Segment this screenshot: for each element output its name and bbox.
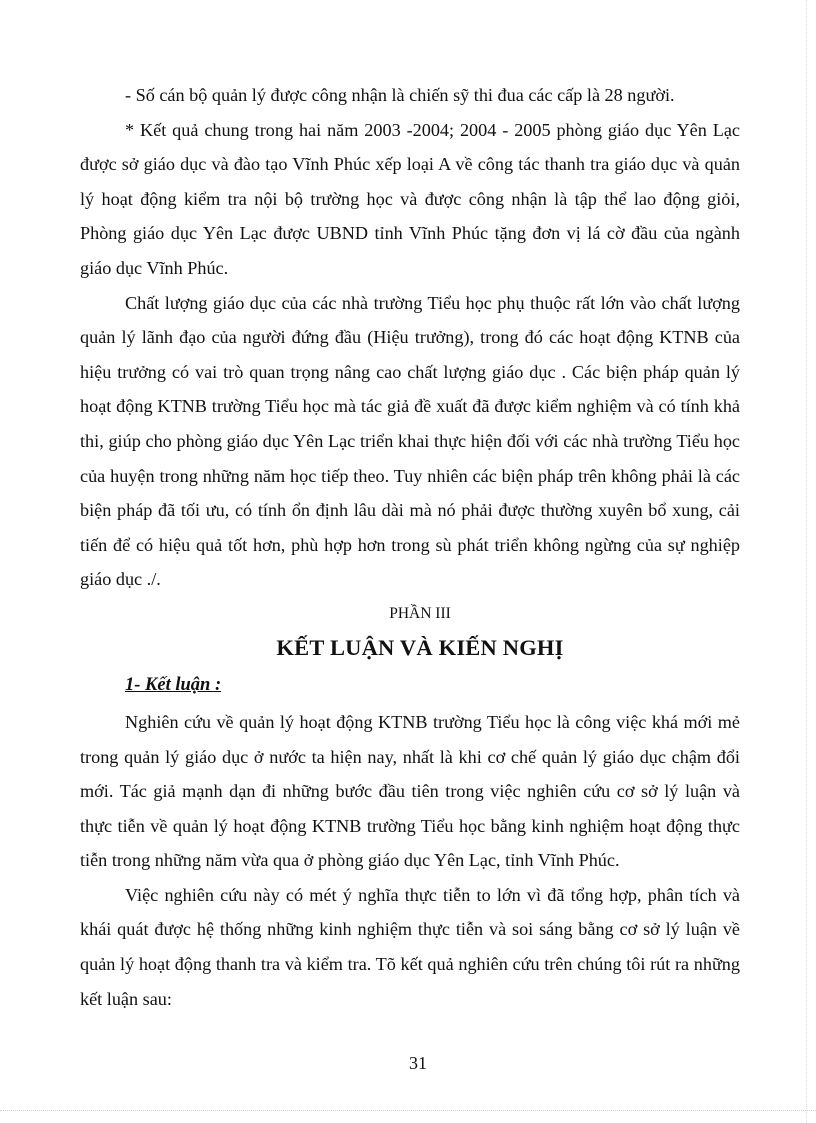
paragraph-research-summary: Nghiên cứu về quản lý hoạt động KTNB trường Tiểu học là công việc khá mới mẻ trong quản lý giáo dục ở nước ta hiện nay, nhất là khi cơ chế quản lý giáo dục chậm đổi mới. Tác giả mạnh dạn đi những bước đầu tiên trong việc nghiên cứu cơ sở lý luận và thực tiễn về quản lý hoạt động KTNB trường Tiểu học bằng kinh nghiệm hoạt động thực tiễn trong những năm vừa qua ở phòng giáo dục Yên Lạc, tỉnh Vĩnh Phúc. [80, 711, 740, 871]
paragraph-research-significance: Việc nghiên cứu này có mét ý nghĩa thực tiễn to lớn vì đã tổng hợp, phân tích và khái quát được hệ thống những kinh nghiệm thực tiễn và soi sáng bằng cơ sở lý luận về quản lý hoạt động thanh tra và kiểm tra. Tõ kết quả nghiên cứu trên chúng tôi rút ra những kết luận sau: [80, 884, 740, 1009]
body-text [80, 78, 740, 1016]
paragraph-emulation-count: - Số cán bộ quản lý được công nhận là chiến sỹ thi đua các cấp là 28 người. [125, 85, 675, 105]
paragraph-overall-results: * Kết quả chung trong hai năm 2003 -2004; 2004 - 2005 phòng giáo dục Yên Lạc được sở giáo dục và đào tạo Vĩnh Phúc xếp loại A về công tác thanh tra giáo dục và quản lý hoạt động kiểm tra nội bộ trường học và được công nhận là tập thể lao động giỏi, Phòng giáo dục Yên Lạc được UBND tỉnh Vĩnh Phúc tặng đơn vị lá cờ đầu của ngành giáo dục Vĩnh Phúc. [80, 119, 740, 278]
page-bottom-border [0, 1110, 816, 1111]
paragraph-education-quality: Chất lượng giáo dục của các nhà trường Tiểu học phụ thuộc rất lớn vào chất lượng quản lý lãnh đạo của người đứng đầu (Hiệu trưởng), trong đó các hoạt động KTNB của hiệu trưởng có vai trò quan trọng nâng cao chất lượng giáo dục . Các biện pháp quản lý hoạt động KTNB trường Tiểu học mà tác giả đề xuất đã được kiểm nghiệm và có tính khả thi, giúp cho phòng giáo dục Yên Lạc triển khai thực hiện đối với các nhà trường Tiểu học của huyện trong những năm học tiếp theo. Tuy nhiên các biện pháp trên không phải là các biện pháp đã tối ưu, có tính ổn định lâu dài mà nó phải được thường xuyên bổ xung, cải tiến để có hiệu quả tốt hơn, phù hợp hơn trong sù phát triển không ngừng của sự nghiệp giáo dục ./. [80, 292, 740, 590]
page-right-border [806, 0, 807, 1123]
part-title: KẾT LUẬN VÀ KIẾN NGHỊ [276, 634, 564, 660]
part-label: PHẦN III [389, 604, 451, 622]
section-heading-conclusion: 1- Kết luận : [125, 674, 222, 695]
page-number: 31 [409, 1053, 427, 1073]
